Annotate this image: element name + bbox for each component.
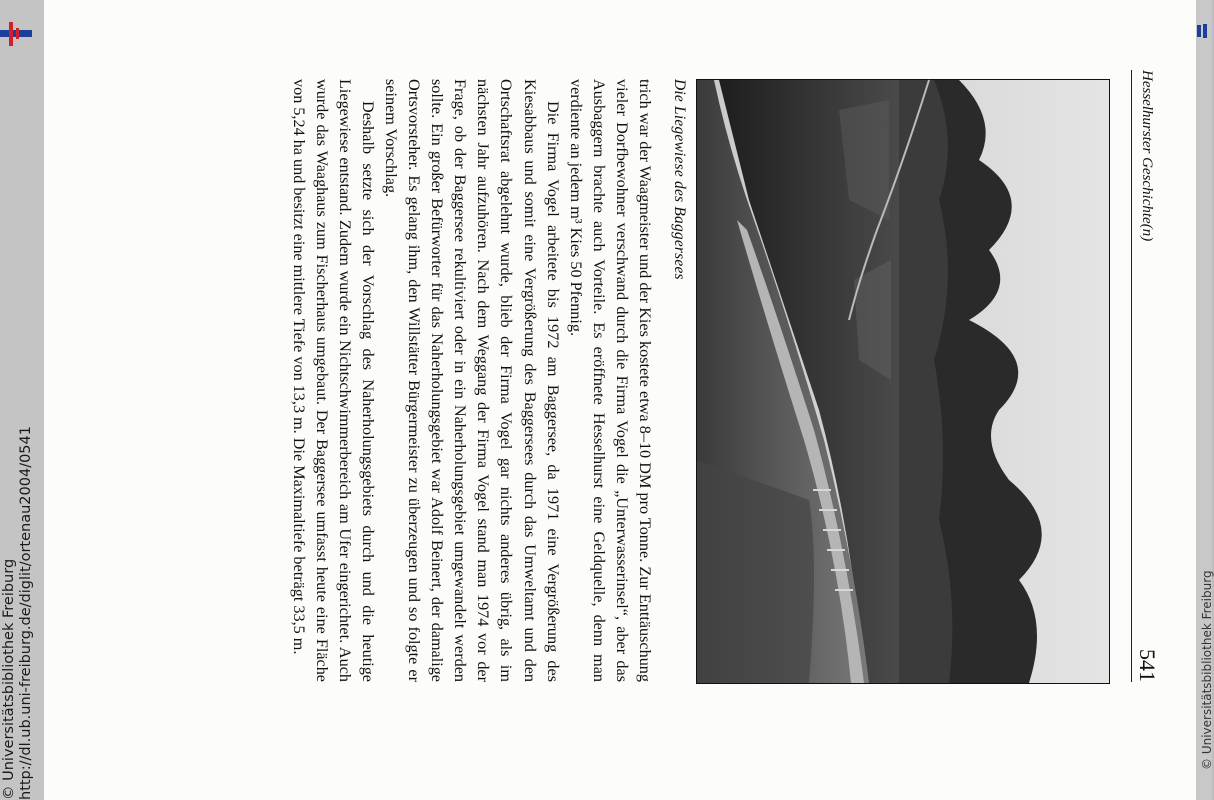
running-head [1131,70,1160,682]
lake-photograph [696,79,1110,684]
copyright-notice: © Universitätsbibliothek Freiburg [1,558,17,800]
page-number: 541 [1135,649,1160,682]
paragraph-2: Die Firma Vogel arbeitete bis 1972 am Baggersee, da 1971 eine Vergrößerung des Kiesabbaus und somit eine Vergrößerung des Baggersees durch das Umweltamt und den Ortschaftsrat abgelehnt wurde, blieb der Firma Vogel gar nichts anderes übrig, als im nächsten Jahr aufzuhören. Nach dem Weggang der Firma Vogel stand man 1974 vor der Frage, ob der Baggersee rekultiviert oder in ein Naherholungsgebiet umgewandelt werden sollte. Ein großer Befürworter für das Naherholungsgebiet war Adolf Beinert, der damalige Ortsvorsteher. Es gelang ihm, den Willstätter Bürgermeister zu überzeugen und so folgte er seinem Vorschlag. [381,79,562,682]
running-head-title: Hesselhurster Geschichte(n) [1139,70,1155,242]
body-text [287,79,657,682]
paragraph-3: Deshalb setzte sich der Vorschlag des Naherholungsgebiets durch und die heutige Liegewiese entstand. Zudem wurde ein Nichtschwimmerbereich am Ufer eingerichtet. Auch wurde das Waaghaus zum Fischerhaus umgebaut. Der Baggersee umfasst heute eine Fläche von 5,24 ha und besitzt eine mittlere Tiefe von 13,3 m. Die Maximaltiefe beträgt 33,5 m. [289,79,377,682]
paragraph-1: trich war der Waagmeister und der Kies kostete etwa 8–10 DM pro Tonne. Zur Enttäuschung vieler Dorfbewohner verschwand durch die Firma Vogel die „Unterwasserinsel“, aber das Ausbaggern brachte auch Vorteile. Es eröffnete Hesselhurst eine Geldquelle, denn man verdiente an jedem m³ Kies 50 Pfennig. [566,79,654,682]
source-url[interactable]: http://dl.ub.uni-freiburg.de/diglit/ortenau2004/0541 [18,426,34,800]
rotated-page-content [44,0,1196,800]
right-copyright-fragment: © Universitätsbibliothek Freiburg [1200,570,1214,770]
figure-caption: Die Liegewiese des Baggersees [671,79,688,280]
photo-image [697,80,1109,683]
